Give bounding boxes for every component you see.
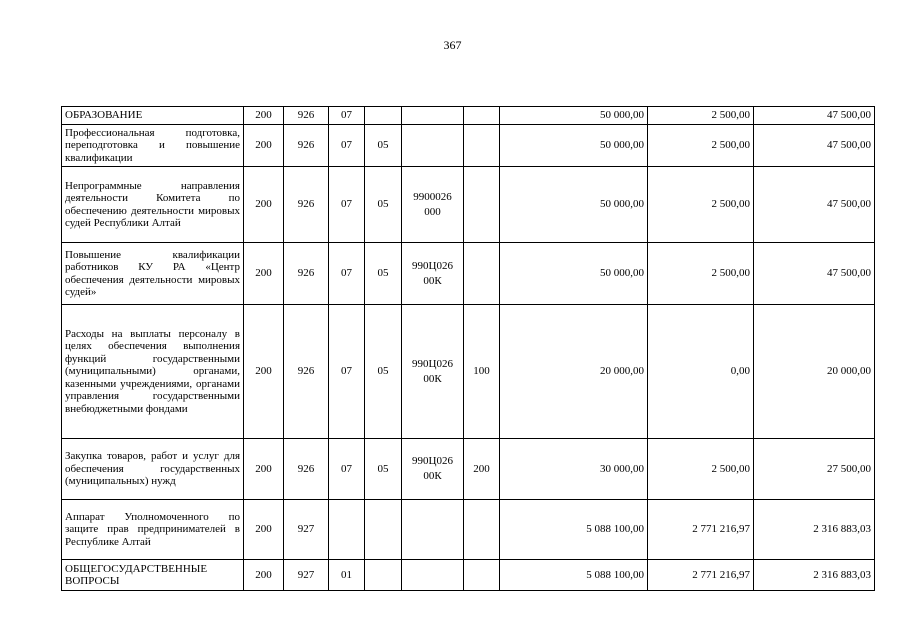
vr-cell: 100 xyxy=(464,305,500,439)
total-cell: 47 500,00 xyxy=(754,125,875,167)
vr-cell xyxy=(464,500,500,560)
table-row xyxy=(62,500,875,560)
sum-cell: 5 088 100,00 xyxy=(500,560,648,591)
csr-cell xyxy=(402,107,464,125)
row-name: Закупка товаров, работ и услуг для обеспечения государственных (муниципальных) нужд xyxy=(62,439,244,500)
rz-cell: 07 xyxy=(329,125,365,167)
vr-cell xyxy=(464,107,500,125)
table-row xyxy=(62,305,875,439)
ved-cell: 926 xyxy=(284,125,329,167)
total-cell: 2 316 883,03 xyxy=(754,560,875,591)
grbs-cell: 200 xyxy=(244,167,284,243)
row-name: Профессиональная подготовка, переподготовка и повышение квалификации xyxy=(62,125,244,167)
page-number: 367 xyxy=(443,38,462,52)
total-cell: 27 500,00 xyxy=(754,439,875,500)
sum-cell: 50 000,00 xyxy=(500,107,648,125)
sum-cell: 50 000,00 xyxy=(500,125,648,167)
row-name: Расходы на выплаты персоналу в целях обеспечения выполнения функций государственными (муниципальными) органами, казенными учреждениями, органами управления государственными внебюджетными фондами xyxy=(62,305,244,439)
grbs-cell: 200 xyxy=(244,125,284,167)
ved-cell: 927 xyxy=(284,560,329,591)
change-cell: 0,00 xyxy=(648,305,754,439)
total-cell: 47 500,00 xyxy=(754,107,875,125)
csr-cell: 990Ц026 00К xyxy=(402,305,464,439)
ved-cell: 927 xyxy=(284,500,329,560)
row-name: Аппарат Уполномоченного по защите прав предпринимателей в Республике Алтай xyxy=(62,500,244,560)
change-cell: 2 500,00 xyxy=(648,125,754,167)
pr-cell: 05 xyxy=(365,439,402,500)
sum-cell: 30 000,00 xyxy=(500,439,648,500)
rz-cell: 07 xyxy=(329,167,365,243)
budget-table xyxy=(61,106,875,591)
table-row xyxy=(62,167,875,243)
vr-cell xyxy=(464,560,500,591)
grbs-cell: 200 xyxy=(244,439,284,500)
ved-cell: 926 xyxy=(284,439,329,500)
vr-cell xyxy=(464,243,500,305)
grbs-cell: 200 xyxy=(244,305,284,439)
change-cell: 2 771 216,97 xyxy=(648,500,754,560)
csr-cell: 9900026 000 xyxy=(402,167,464,243)
csr-cell: 990Ц026 00К xyxy=(402,439,464,500)
table-row xyxy=(62,439,875,500)
csr-cell xyxy=(402,560,464,591)
change-cell: 2 771 216,97 xyxy=(648,560,754,591)
total-cell: 20 000,00 xyxy=(754,305,875,439)
sum-cell: 20 000,00 xyxy=(500,305,648,439)
grbs-cell: 200 xyxy=(244,500,284,560)
pr-cell xyxy=(365,107,402,125)
pr-cell xyxy=(365,500,402,560)
row-name: ОБЩЕГОСУДАРСТВЕННЫЕ ВОПРОСЫ xyxy=(62,560,244,591)
grbs-cell: 200 xyxy=(244,107,284,125)
change-cell: 2 500,00 xyxy=(648,439,754,500)
grbs-cell: 200 xyxy=(244,243,284,305)
table-row xyxy=(62,107,875,125)
csr-cell xyxy=(402,125,464,167)
ved-cell: 926 xyxy=(284,167,329,243)
ved-cell: 926 xyxy=(284,107,329,125)
pr-cell: 05 xyxy=(365,243,402,305)
pr-cell: 05 xyxy=(365,125,402,167)
row-name: ОБРАЗОВАНИЕ xyxy=(62,107,244,125)
change-cell: 2 500,00 xyxy=(648,243,754,305)
row-name: Непрограммные направления деятельности Комитета по обеспечению деятельности мировых судей Республики Алтай xyxy=(62,167,244,243)
vr-cell: 200 xyxy=(464,439,500,500)
table-row xyxy=(62,243,875,305)
total-cell: 2 316 883,03 xyxy=(754,500,875,560)
change-cell: 2 500,00 xyxy=(648,167,754,243)
change-cell: 2 500,00 xyxy=(648,107,754,125)
sum-cell: 5 088 100,00 xyxy=(500,500,648,560)
rz-cell xyxy=(329,500,365,560)
ved-cell: 926 xyxy=(284,305,329,439)
pr-cell xyxy=(365,560,402,591)
pr-cell: 05 xyxy=(365,305,402,439)
pr-cell: 05 xyxy=(365,167,402,243)
rz-cell: 07 xyxy=(329,243,365,305)
sum-cell: 50 000,00 xyxy=(500,167,648,243)
vr-cell xyxy=(464,125,500,167)
rz-cell: 07 xyxy=(329,305,365,439)
rz-cell: 01 xyxy=(329,560,365,591)
sum-cell: 50 000,00 xyxy=(500,243,648,305)
rz-cell: 07 xyxy=(329,107,365,125)
ved-cell: 926 xyxy=(284,243,329,305)
table-row xyxy=(62,125,875,167)
csr-cell xyxy=(402,500,464,560)
total-cell: 47 500,00 xyxy=(754,243,875,305)
row-name: Повышение квалификации работников КУ РА «Центр обеспечения деятельности мировых судей» xyxy=(62,243,244,305)
total-cell: 47 500,00 xyxy=(754,167,875,243)
grbs-cell: 200 xyxy=(244,560,284,591)
table-row xyxy=(62,560,875,591)
rz-cell: 07 xyxy=(329,439,365,500)
csr-cell: 990Ц026 00К xyxy=(402,243,464,305)
vr-cell xyxy=(464,167,500,243)
